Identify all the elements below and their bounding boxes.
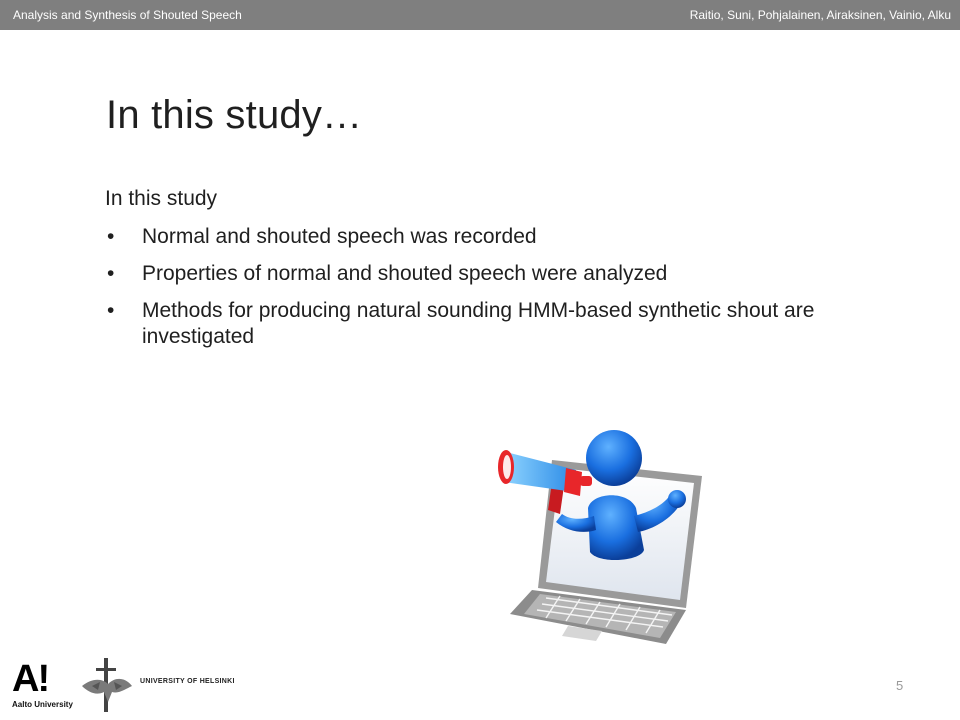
aalto-name: Aalto University <box>12 700 73 709</box>
bullet-item <box>105 298 905 350</box>
shouting-figure-laptop-illustration <box>490 412 730 652</box>
bullet-text: Properties of normal and shouted speech were analyzed <box>142 262 668 285</box>
slide-body <box>105 186 905 361</box>
aalto-university-logo <box>12 660 74 716</box>
bullet-text: Methods for producing natural sounding HMM-based synthetic shout are investigated <box>142 299 815 348</box>
header-bar <box>0 0 960 30</box>
intro-text: In this study <box>105 187 218 210</box>
bullet-dot-icon: • <box>107 225 115 248</box>
authors: Raitio, Suni, Pohjalainen, Airaksinen, Vainio, Alku <box>689 8 951 22</box>
aalto-mark: A! <box>12 658 49 700</box>
bullet-list <box>105 224 905 350</box>
bullet-item <box>105 224 905 250</box>
slide-title: In this study… <box>106 93 363 137</box>
presentation-title: Analysis and Synthesis of Shouted Speech <box>13 8 242 22</box>
bullet-text: Normal and shouted speech was recorded <box>142 225 537 248</box>
bullet-dot-icon: • <box>107 262 115 285</box>
page-number: 5 <box>896 678 904 693</box>
helsinki-emblem-icon <box>78 656 136 714</box>
bullet-item <box>105 261 905 287</box>
bullet-dot-icon: • <box>107 299 115 322</box>
helsinki-name: UNIVERSITY OF HELSINKI <box>140 678 235 685</box>
university-of-helsinki-logo <box>78 656 235 714</box>
